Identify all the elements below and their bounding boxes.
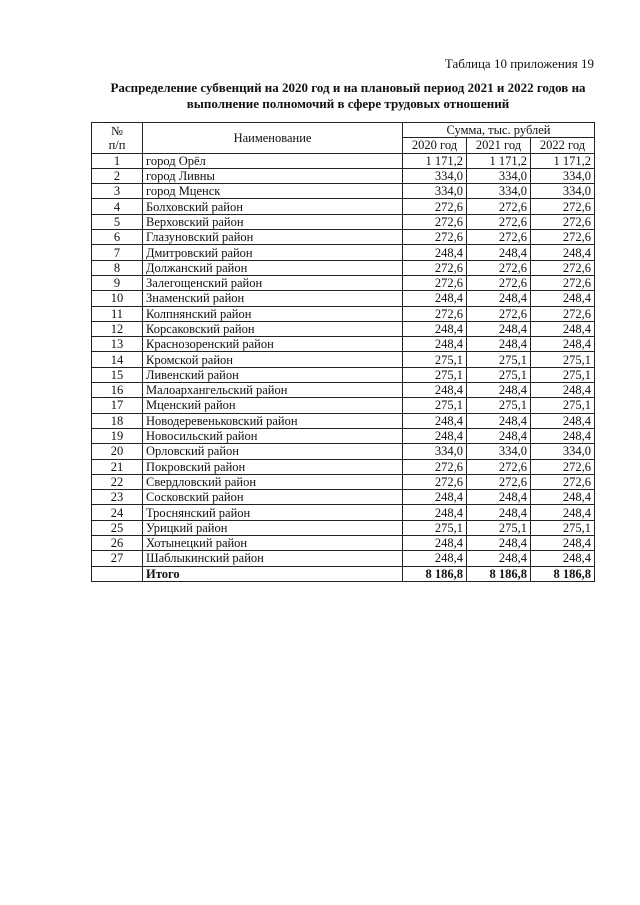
row-value-2020: 275,1	[403, 398, 467, 413]
row-number: 16	[92, 383, 143, 398]
table-row	[92, 199, 595, 214]
row-value-2021: 248,4	[467, 321, 531, 336]
row-number: 15	[92, 367, 143, 382]
table-row	[92, 260, 595, 275]
total-2021: 8 186,8	[467, 566, 531, 581]
table-row	[92, 321, 595, 336]
row-number: 21	[92, 459, 143, 474]
row-value-2021: 248,4	[467, 383, 531, 398]
table-row	[92, 306, 595, 321]
table-row	[92, 153, 595, 168]
row-number: 18	[92, 413, 143, 428]
row-value-2022: 248,4	[531, 337, 595, 352]
row-value-2020: 275,1	[403, 520, 467, 535]
row-value-2021: 272,6	[467, 474, 531, 489]
row-name: город Мценск	[143, 184, 403, 199]
row-number: 14	[92, 352, 143, 367]
row-number: 19	[92, 428, 143, 443]
row-value-2020: 248,4	[403, 321, 467, 336]
row-value-2022: 248,4	[531, 536, 595, 551]
row-name: Залегощенский район	[143, 275, 403, 290]
row-number: 2	[92, 168, 143, 183]
row-name: Малоархангельский район	[143, 383, 403, 398]
col-number-abbr: п/п	[108, 137, 126, 152]
row-value-2022: 272,6	[531, 459, 595, 474]
row-value-2021: 275,1	[467, 398, 531, 413]
table-row	[92, 230, 595, 245]
table-row	[92, 184, 595, 199]
table-row	[92, 444, 595, 459]
table-row	[92, 291, 595, 306]
row-number: 11	[92, 306, 143, 321]
row-value-2021: 248,4	[467, 413, 531, 428]
row-value-2021: 272,6	[467, 306, 531, 321]
total-2022: 8 186,8	[531, 566, 595, 581]
header-row-1	[92, 123, 595, 138]
row-value-2020: 1 171,2	[403, 153, 467, 168]
total-label: Итого	[143, 566, 403, 581]
row-value-2020: 272,6	[403, 214, 467, 229]
row-value-2020: 272,6	[403, 459, 467, 474]
row-value-2020: 248,4	[403, 536, 467, 551]
row-number: 1	[92, 153, 143, 168]
row-number: 6	[92, 230, 143, 245]
table-row	[92, 490, 595, 505]
row-name: Краснозоренский район	[143, 337, 403, 352]
row-name: Троснянский район	[143, 505, 403, 520]
row-number: 22	[92, 474, 143, 489]
row-value-2022: 248,4	[531, 383, 595, 398]
row-number: 20	[92, 444, 143, 459]
row-value-2020: 275,1	[403, 367, 467, 382]
subsidy-table	[91, 122, 595, 582]
table-row	[92, 398, 595, 413]
row-name: Корсаковский район	[143, 321, 403, 336]
total-number-cell	[92, 566, 143, 581]
row-value-2022: 334,0	[531, 444, 595, 459]
row-name: Орловский район	[143, 444, 403, 459]
row-name: город Ливны	[143, 168, 403, 183]
table-row	[92, 536, 595, 551]
row-value-2021: 248,4	[467, 245, 531, 260]
table-row	[92, 459, 595, 474]
row-value-2020: 248,4	[403, 291, 467, 306]
table-header	[92, 123, 595, 154]
row-value-2022: 272,6	[531, 275, 595, 290]
row-value-2021: 248,4	[467, 337, 531, 352]
document-title	[88, 80, 608, 112]
row-value-2021: 334,0	[467, 168, 531, 183]
year-header-2022: 2022 год	[531, 138, 595, 153]
row-name: Болховский район	[143, 199, 403, 214]
row-number: 5	[92, 214, 143, 229]
row-name: Урицкий район	[143, 520, 403, 535]
row-number: 7	[92, 245, 143, 260]
row-value-2020: 248,4	[403, 428, 467, 443]
row-value-2020: 275,1	[403, 352, 467, 367]
row-value-2022: 272,6	[531, 230, 595, 245]
row-value-2021: 248,4	[467, 291, 531, 306]
table-row	[92, 505, 595, 520]
year-header-2021: 2021 год	[467, 138, 531, 153]
row-value-2022: 248,4	[531, 291, 595, 306]
row-value-2021: 272,6	[467, 214, 531, 229]
row-value-2021: 272,6	[467, 260, 531, 275]
row-value-2021: 248,4	[467, 505, 531, 520]
row-name: город Орёл	[143, 153, 403, 168]
col-number-symbol: №	[111, 123, 123, 138]
row-number: 27	[92, 551, 143, 566]
row-value-2021: 275,1	[467, 520, 531, 535]
row-name: Хотынецкий район	[143, 536, 403, 551]
row-value-2022: 248,4	[531, 321, 595, 336]
row-value-2021: 1 171,2	[467, 153, 531, 168]
row-value-2021: 272,6	[467, 199, 531, 214]
total-2020: 8 186,8	[403, 566, 467, 581]
row-number: 10	[92, 291, 143, 306]
row-name: Новодеревеньковский район	[143, 413, 403, 428]
row-number: 17	[92, 398, 143, 413]
row-value-2020: 334,0	[403, 168, 467, 183]
row-value-2022: 248,4	[531, 551, 595, 566]
table-row	[92, 551, 595, 566]
row-value-2020: 272,6	[403, 230, 467, 245]
row-value-2022: 334,0	[531, 168, 595, 183]
row-value-2021: 272,6	[467, 459, 531, 474]
col-sum-header: Сумма, тыс. рублей	[403, 123, 595, 138]
row-value-2022: 248,4	[531, 245, 595, 260]
table-row	[92, 245, 595, 260]
row-number: 24	[92, 505, 143, 520]
row-value-2020: 272,6	[403, 275, 467, 290]
row-value-2022: 272,6	[531, 199, 595, 214]
table-row	[92, 520, 595, 535]
row-value-2022: 275,1	[531, 520, 595, 535]
row-value-2022: 248,4	[531, 428, 595, 443]
row-name: Верховский район	[143, 214, 403, 229]
row-value-2020: 272,6	[403, 474, 467, 489]
row-value-2021: 275,1	[467, 352, 531, 367]
row-name: Колпнянский район	[143, 306, 403, 321]
row-value-2020: 248,4	[403, 490, 467, 505]
row-number: 9	[92, 275, 143, 290]
col-name-header: Наименование	[143, 123, 403, 154]
row-value-2020: 272,6	[403, 306, 467, 321]
row-value-2022: 334,0	[531, 184, 595, 199]
table-row	[92, 383, 595, 398]
row-value-2021: 248,4	[467, 551, 531, 566]
row-name: Мценский район	[143, 398, 403, 413]
row-name: Ливенский район	[143, 367, 403, 382]
row-value-2022: 275,1	[531, 398, 595, 413]
row-value-2020: 248,4	[403, 245, 467, 260]
row-value-2021: 248,4	[467, 536, 531, 551]
table-row	[92, 367, 595, 382]
row-value-2021: 334,0	[467, 184, 531, 199]
table-row	[92, 474, 595, 489]
row-value-2022: 272,6	[531, 260, 595, 275]
row-value-2022: 248,4	[531, 490, 595, 505]
row-value-2020: 272,6	[403, 199, 467, 214]
row-name: Знаменский район	[143, 291, 403, 306]
row-value-2022: 272,6	[531, 306, 595, 321]
row-value-2022: 248,4	[531, 505, 595, 520]
row-name: Должанский район	[143, 260, 403, 275]
table-row	[92, 428, 595, 443]
title-line-1: Распределение субвенций на 2020 год и на плановый период 2021 и 2022 годов на	[110, 80, 586, 95]
row-value-2022: 272,6	[531, 474, 595, 489]
row-number: 3	[92, 184, 143, 199]
row-value-2020: 334,0	[403, 184, 467, 199]
row-value-2020: 248,4	[403, 383, 467, 398]
row-value-2021: 248,4	[467, 490, 531, 505]
row-number: 13	[92, 337, 143, 352]
row-value-2020: 248,4	[403, 413, 467, 428]
row-number: 12	[92, 321, 143, 336]
row-value-2021: 272,6	[467, 275, 531, 290]
row-name: Свердловский район	[143, 474, 403, 489]
table-row	[92, 413, 595, 428]
row-value-2020: 248,4	[403, 505, 467, 520]
year-header-2020: 2020 год	[403, 138, 467, 153]
row-name: Покровский район	[143, 459, 403, 474]
row-number: 25	[92, 520, 143, 535]
table-row	[92, 168, 595, 183]
total-row	[92, 566, 595, 581]
appendix-reference: Таблица 10 приложения 19	[444, 56, 594, 71]
row-name: Кромской район	[143, 352, 403, 367]
row-value-2020: 334,0	[403, 444, 467, 459]
row-name: Глазуновский район	[143, 230, 403, 245]
row-value-2020: 248,4	[403, 551, 467, 566]
row-value-2021: 248,4	[467, 428, 531, 443]
row-value-2022: 248,4	[531, 413, 595, 428]
row-value-2020: 248,4	[403, 337, 467, 352]
table-row	[92, 214, 595, 229]
row-value-2021: 272,6	[467, 230, 531, 245]
row-name: Дмитровский район	[143, 245, 403, 260]
row-number: 8	[92, 260, 143, 275]
row-value-2022: 1 171,2	[531, 153, 595, 168]
row-value-2022: 272,6	[531, 214, 595, 229]
row-value-2021: 275,1	[467, 367, 531, 382]
row-name: Новосильский район	[143, 428, 403, 443]
row-number: 26	[92, 536, 143, 551]
row-value-2021: 334,0	[467, 444, 531, 459]
row-number: 4	[92, 199, 143, 214]
row-value-2020: 272,6	[403, 260, 467, 275]
row-value-2022: 275,1	[531, 367, 595, 382]
col-number-header	[92, 123, 143, 154]
title-line-2: выполнение полномочий в сфере трудовых отношений	[186, 96, 510, 111]
row-value-2022: 275,1	[531, 352, 595, 367]
table-body	[92, 153, 595, 566]
row-name: Шаблыкинский район	[143, 551, 403, 566]
row-number: 23	[92, 490, 143, 505]
table-row	[92, 352, 595, 367]
row-name: Сосковский район	[143, 490, 403, 505]
table-row	[92, 275, 595, 290]
table-footer	[92, 566, 595, 581]
table-row	[92, 337, 595, 352]
